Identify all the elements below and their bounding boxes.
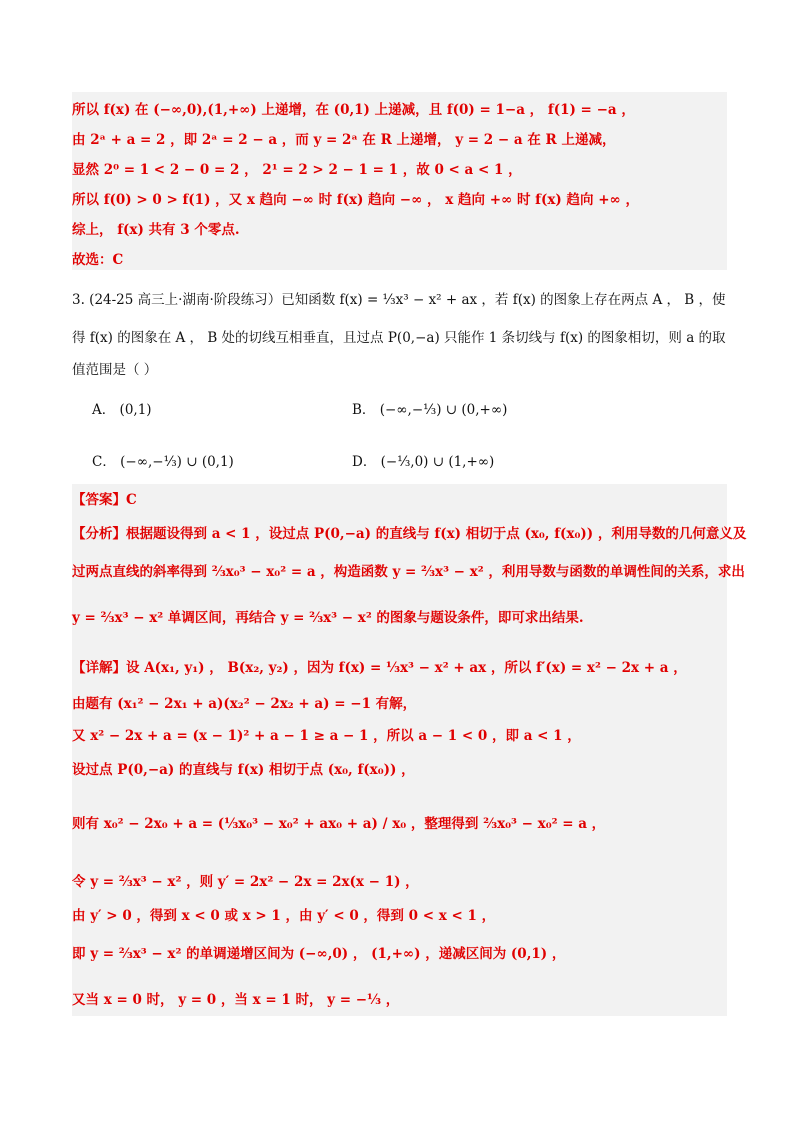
- detail-line-8: 即 y = ⅔x³ − x² 的单调递增区间为 (−∞,0) ， (1,+∞) ，递减区间为 (0,1) ，: [72, 946, 566, 962]
- answer-line: 【答案】C: [72, 492, 137, 508]
- final-choice: 故选：C: [72, 252, 124, 268]
- solution-line-2: 由 2ᵃ + a = 2 ，即 2ᵃ = 2 − a ，而 y = 2ᵃ 在 R 上递增， y = 2 − a 在 R 上递减，: [72, 132, 616, 148]
- question-line-2: 得 f(x) 的图象在 A ， B 处的切线互相垂直，且过点 P(0,−a) 只能作 1 条切线与 f(x) 的图象相切，则 a 的取: [72, 330, 726, 346]
- detail-line-7: 由 y′ > 0 ，得到 x < 0 或 x > 1 ，由 y′ < 0 ，得到 0 < x < 1 ，: [72, 908, 496, 924]
- option-b-value: (−∞,−⅓) ∪ (0,+∞): [379, 402, 508, 418]
- analysis-line-3: y = ⅔x³ − x² 单调区间，再结合 y = ⅔x³ − x² 的图象与题设条件，即可求出结果.: [72, 610, 584, 626]
- option-a: [92, 398, 152, 418]
- analysis-line-1: 【分析】根据题设得到 a < 1 ，设过点 P(0,−a) 的直线与 f(x) 相切于点 (x₀, f(x₀)) ，利用导数的几何意义及: [72, 526, 747, 542]
- detail-line-4: 设过点 P(0,−a) 的直线与 f(x) 相切于点 (x₀, f(x₀)) ，: [72, 762, 415, 778]
- analysis-line-2: 过两点直线的斜率得到 ⅔x₀³ − x₀² = a ，构造函数 y = ⅔x³ − x² ，利用导数与函数的单调性间的关系，求出: [72, 564, 745, 580]
- option-c: [92, 450, 234, 470]
- option-a-label: A．: [92, 402, 116, 418]
- solution-line-1: 所以 f(x) 在 (−∞,0),(1,+∞) 上递增，在 (0,1) 上递减，且 f(0) = 1−a ， f(1) = −a ，: [72, 102, 635, 118]
- option-b-label: B．: [352, 402, 376, 418]
- previous-solution-block: [72, 92, 727, 270]
- detail-line-9: 又当 x = 0 时， y = 0 ，当 x = 1 时， y = −⅓ ，: [72, 992, 400, 1008]
- solution-line-3: 显然 2⁰ = 1 < 2 − 0 = 2 ， 2¹ = 2 > 2 − 1 = 1 ，故 0 < a < 1 ，: [72, 162, 522, 178]
- option-d: [352, 450, 494, 470]
- option-c-label: C．: [92, 454, 116, 470]
- option-d-label: D．: [352, 454, 377, 470]
- detail-line-2: 由题有 (x₁² − 2x₁ + a)(x₂² − 2x₂ + a) = −1 有解，: [72, 696, 417, 712]
- detail-line-6: 令 y = ⅔x³ − x² ，则 y′ = 2x² − 2x = 2x(x − 1) ，: [72, 874, 419, 890]
- option-c-value: (−∞,−⅓) ∪ (0,1): [120, 454, 234, 470]
- detail-line-1: 【详解】设 A(x₁, y₁) ， B(x₂, y₂) ，因为 f(x) = ⅓x³ − x² + ax ，所以 f′(x) = x² − 2x + a ，: [72, 660, 687, 676]
- option-d-value: (−⅓,0) ∪ (1,+∞): [380, 454, 495, 470]
- detail-line-3: 又 x² − 2x + a = (x − 1)² + a − 1 ≥ a − 1 ，所以 a − 1 < 0 ，即 a < 1 ，: [72, 728, 581, 744]
- question-line-1: 3. (24-25 高三上·湖南·阶段练习）已知函数 f(x) = ⅓x³ − x² + ax ，若 f(x) 的图象上存在两点 A ， B ，使: [72, 292, 726, 308]
- option-b: [352, 398, 507, 418]
- question-line-3: 值范围是（ ）: [72, 362, 158, 378]
- detail-line-5: 则有 x₀² − 2x₀ + a = (⅓x₀³ − x₀² + ax₀ + a) / x₀ ，整理得到 ⅔x₀³ − x₀² = a ，: [72, 816, 606, 832]
- option-a-value: (0,1): [119, 402, 152, 418]
- solution-line-4: 所以 f(0) > 0 > f(1) ，又 x 趋向 −∞ 时 f(x) 趋向 −∞ ， x 趋向 +∞ 时 f(x) 趋向 +∞ ，: [72, 192, 639, 208]
- solution-line-5: 综上， f(x) 共有 3 个零点.: [72, 222, 240, 238]
